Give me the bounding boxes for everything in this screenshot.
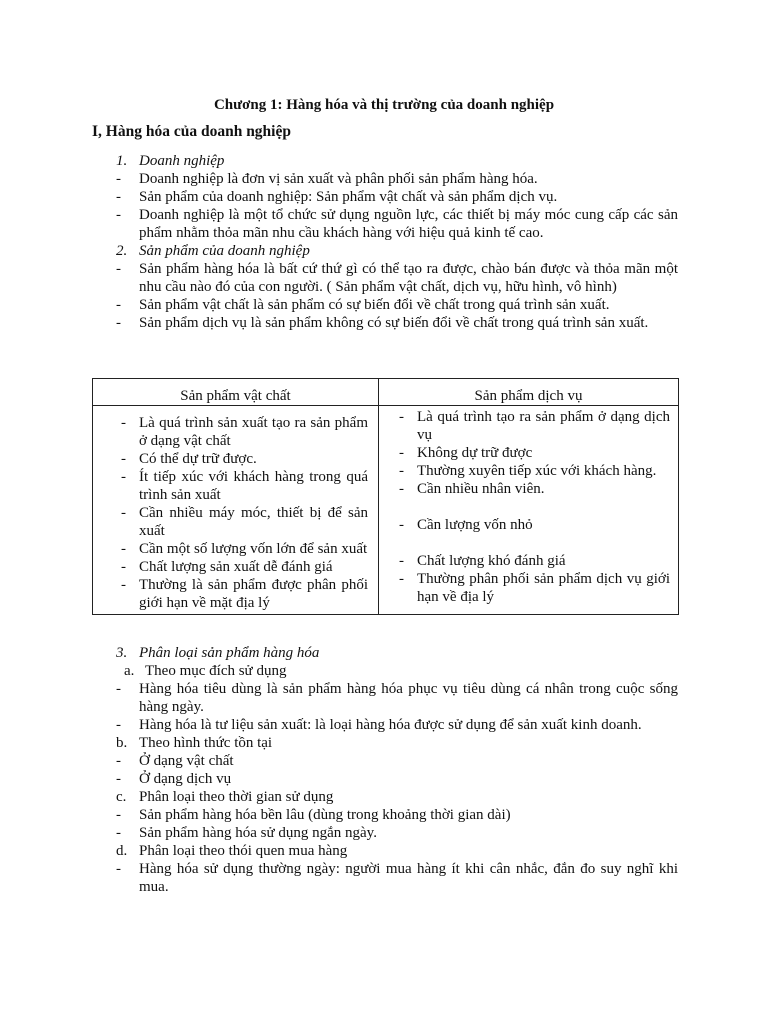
bullet-text: Hàng hóa tiêu dùng là sản phẩm hàng hóa phục vụ tiêu dùng cá nhân trong cuộc sống hàng ngày. — [139, 681, 678, 715]
bullet-text: Hàng hóa sử dụng thường ngày: người mua hàng ít khi cân nhắc, đắn đo suy nghĩ khi mua. — [139, 861, 678, 895]
physical-item — [93, 558, 378, 576]
spacer — [379, 534, 678, 552]
cell-text: Có thể dự trữ được. — [139, 451, 257, 467]
physical-item — [93, 576, 378, 612]
cell-text: Cần một số lượng vốn lớn để sản xuất — [139, 541, 368, 557]
bullet-text: Doanh nghiệp là một tổ chức sử dụng nguồn lực, các thiết bị máy móc cung cấp các sản phẩm nhằm thỏa mãn nhu cầu khách hàng với hiệu quả kinh tế cao. — [139, 207, 678, 241]
item-1-number: 1. — [116, 153, 128, 169]
bullet-dash: - — [399, 553, 404, 569]
item-1-bullet — [92, 206, 678, 242]
bullet-dash: - — [116, 825, 121, 841]
physical-column — [93, 406, 379, 615]
subsection-d — [92, 842, 678, 860]
table-header-physical: Sản phẩm vật chất — [93, 379, 379, 406]
item-1-title: Doanh nghiệp — [139, 153, 225, 169]
cell-text: Cần nhiều nhân viên. — [417, 481, 545, 497]
item-3-title: Phân loại sản phẩm hàng hóa — [139, 645, 320, 661]
section-heading: I, Hàng hóa của doanh nghiệp — [92, 123, 291, 140]
subsection-b — [92, 734, 678, 752]
bullet-dash: - — [399, 517, 404, 533]
service-item — [379, 552, 678, 570]
cell-text: Không dự trữ được — [417, 445, 533, 461]
item-3-heading — [92, 644, 678, 662]
service-item — [379, 462, 678, 480]
subsection-c-text: Phân loại theo thời gian sử dụng — [139, 789, 334, 805]
item-3-number: 3. — [116, 645, 128, 661]
subsection-c-bullet — [92, 824, 678, 842]
subsection-a — [92, 662, 678, 680]
spacer — [379, 498, 678, 516]
bullet-text: Ở dạng vật chất — [139, 753, 234, 769]
bullet-dash: - — [399, 409, 404, 425]
subsection-a-bullet — [92, 716, 678, 734]
classification-block — [92, 644, 678, 896]
bullet-dash: - — [399, 481, 404, 497]
service-item — [379, 408, 678, 444]
subsection-b-bullet — [92, 770, 678, 788]
physical-item — [93, 468, 378, 504]
item-2-bullet — [92, 296, 678, 314]
physical-item — [93, 540, 378, 558]
bullet-text: Sản phẩm của doanh nghiệp: Sản phẩm vật chất và sản phẩm dịch vụ. — [139, 189, 558, 205]
bullet-dash: - — [121, 505, 126, 521]
subsection-a-label: a. — [124, 663, 135, 679]
subsection-d-bullet — [92, 860, 678, 896]
subsection-b-text: Theo hình thức tồn tại — [139, 735, 273, 751]
cell-text: Ít tiếp xúc với khách hàng trong quá trình sản xuất — [139, 469, 368, 503]
cell-text: Cần lượng vốn nhỏ — [417, 517, 533, 533]
cell-text: Thường là sản phẩm được phân phối giới hạn về mặt địa lý — [139, 577, 368, 611]
service-column — [379, 406, 679, 615]
bullet-dash: - — [116, 189, 121, 205]
table-header-row — [93, 379, 679, 406]
subsection-c — [92, 788, 678, 806]
subsection-a-bullet — [92, 680, 678, 716]
cell-text: Chất lượng khó đánh giá — [417, 553, 566, 569]
service-item — [379, 444, 678, 462]
cell-text: Thường phân phối sản phẩm dịch vụ giới hạn về địa lý — [417, 571, 670, 605]
subsection-c-bullet — [92, 806, 678, 824]
item-2-heading — [92, 242, 678, 260]
bullet-dash: - — [116, 807, 121, 823]
bullet-dash: - — [121, 469, 126, 485]
cell-text: Chất lượng sản xuất dễ đánh giá — [139, 559, 333, 575]
bullet-text: Sản phẩm dịch vụ là sản phẩm không có sự biến đổi về chất trong quá trình sản xuất. — [139, 315, 649, 331]
item-2-title: Sản phẩm của doanh nghiệp — [139, 243, 310, 259]
bullet-dash: - — [116, 753, 121, 769]
item-2-bullet — [92, 314, 678, 332]
cell-text: Là quá trình tạo ra sản phẩm ở dạng dịch vụ — [417, 409, 670, 443]
bullet-dash: - — [121, 541, 126, 557]
physical-item — [93, 450, 378, 468]
physical-item — [93, 504, 378, 540]
bullet-dash: - — [116, 771, 121, 787]
physical-item — [93, 414, 378, 450]
subsection-a-text: Theo mục đích sử dụng — [145, 663, 287, 679]
bullet-text: Ở dạng dịch vụ — [139, 771, 232, 787]
item-1-bullet — [92, 188, 678, 206]
bullet-dash: - — [116, 261, 121, 277]
bullet-text: Sản phẩm vật chất là sản phẩm có sự biến đổi về chất trong quá trình sản xuất. — [139, 297, 610, 313]
bullet-text: Doanh nghiệp là đơn vị sản xuất và phân phối sản phẩm hàng hóa. — [139, 171, 538, 187]
bullet-dash: - — [121, 577, 126, 593]
subsection-d-text: Phân loại theo thói quen mua hàng — [139, 843, 348, 859]
cell-text: Thường xuyên tiếp xúc với khách hàng. — [417, 463, 657, 479]
service-item — [379, 570, 678, 606]
bullet-dash: - — [399, 571, 404, 587]
bullet-dash: - — [116, 171, 121, 187]
bullet-text: Sản phẩm hàng hóa bền lâu (dùng trong khoảng thời gian dài) — [139, 807, 511, 823]
item-2-number: 2. — [116, 243, 128, 259]
bullet-dash: - — [399, 463, 404, 479]
comparison-table — [92, 378, 679, 615]
table-row — [93, 406, 679, 615]
subsection-d-label: d. — [116, 843, 128, 859]
bullet-dash: - — [116, 297, 121, 313]
bullet-dash: - — [399, 445, 404, 461]
bullet-text: Hàng hóa là tư liệu sản xuất: là loại hàng hóa được sử dụng để sản xuất kinh doanh. — [139, 717, 642, 733]
bullet-dash: - — [116, 681, 121, 697]
bullet-dash: - — [121, 415, 126, 431]
bullet-dash: - — [116, 207, 121, 223]
table-header-service: Sản phẩm dịch vụ — [379, 379, 679, 406]
bullet-dash: - — [121, 451, 126, 467]
bullet-dash: - — [116, 315, 121, 331]
item-1-bullet — [92, 170, 678, 188]
bullet-dash: - — [116, 861, 121, 877]
bullet-dash: - — [121, 559, 126, 575]
subsection-b-label: b. — [116, 735, 128, 751]
page-title: Chương 1: Hàng hóa và thị trường của doanh nghiệp — [213, 97, 555, 113]
subsection-b-bullet — [92, 752, 678, 770]
bullet-text: Sản phẩm hàng hóa sử dụng ngắn ngày. — [139, 825, 377, 841]
bullet-text: Sản phẩm hàng hóa là bất cứ thứ gì có thể tạo ra được, chào bán được và thỏa mãn một nhu cầu nào đó của con người. ( Sản phẩm vật chất, dịch vụ, hữu hình, vô hình) — [139, 261, 678, 295]
service-item — [379, 516, 678, 534]
bullet-dash: - — [116, 717, 121, 733]
subsection-c-label: c. — [116, 789, 127, 805]
cell-text: Cần nhiều máy móc, thiết bị để sản xuất — [139, 505, 368, 539]
item-1-heading — [92, 152, 678, 170]
service-item — [379, 480, 678, 498]
item-2-bullet — [92, 260, 678, 296]
cell-text: Là quá trình sản xuất tạo ra sản phẩm ở dạng vật chất — [139, 415, 368, 449]
intro-block — [92, 152, 678, 332]
